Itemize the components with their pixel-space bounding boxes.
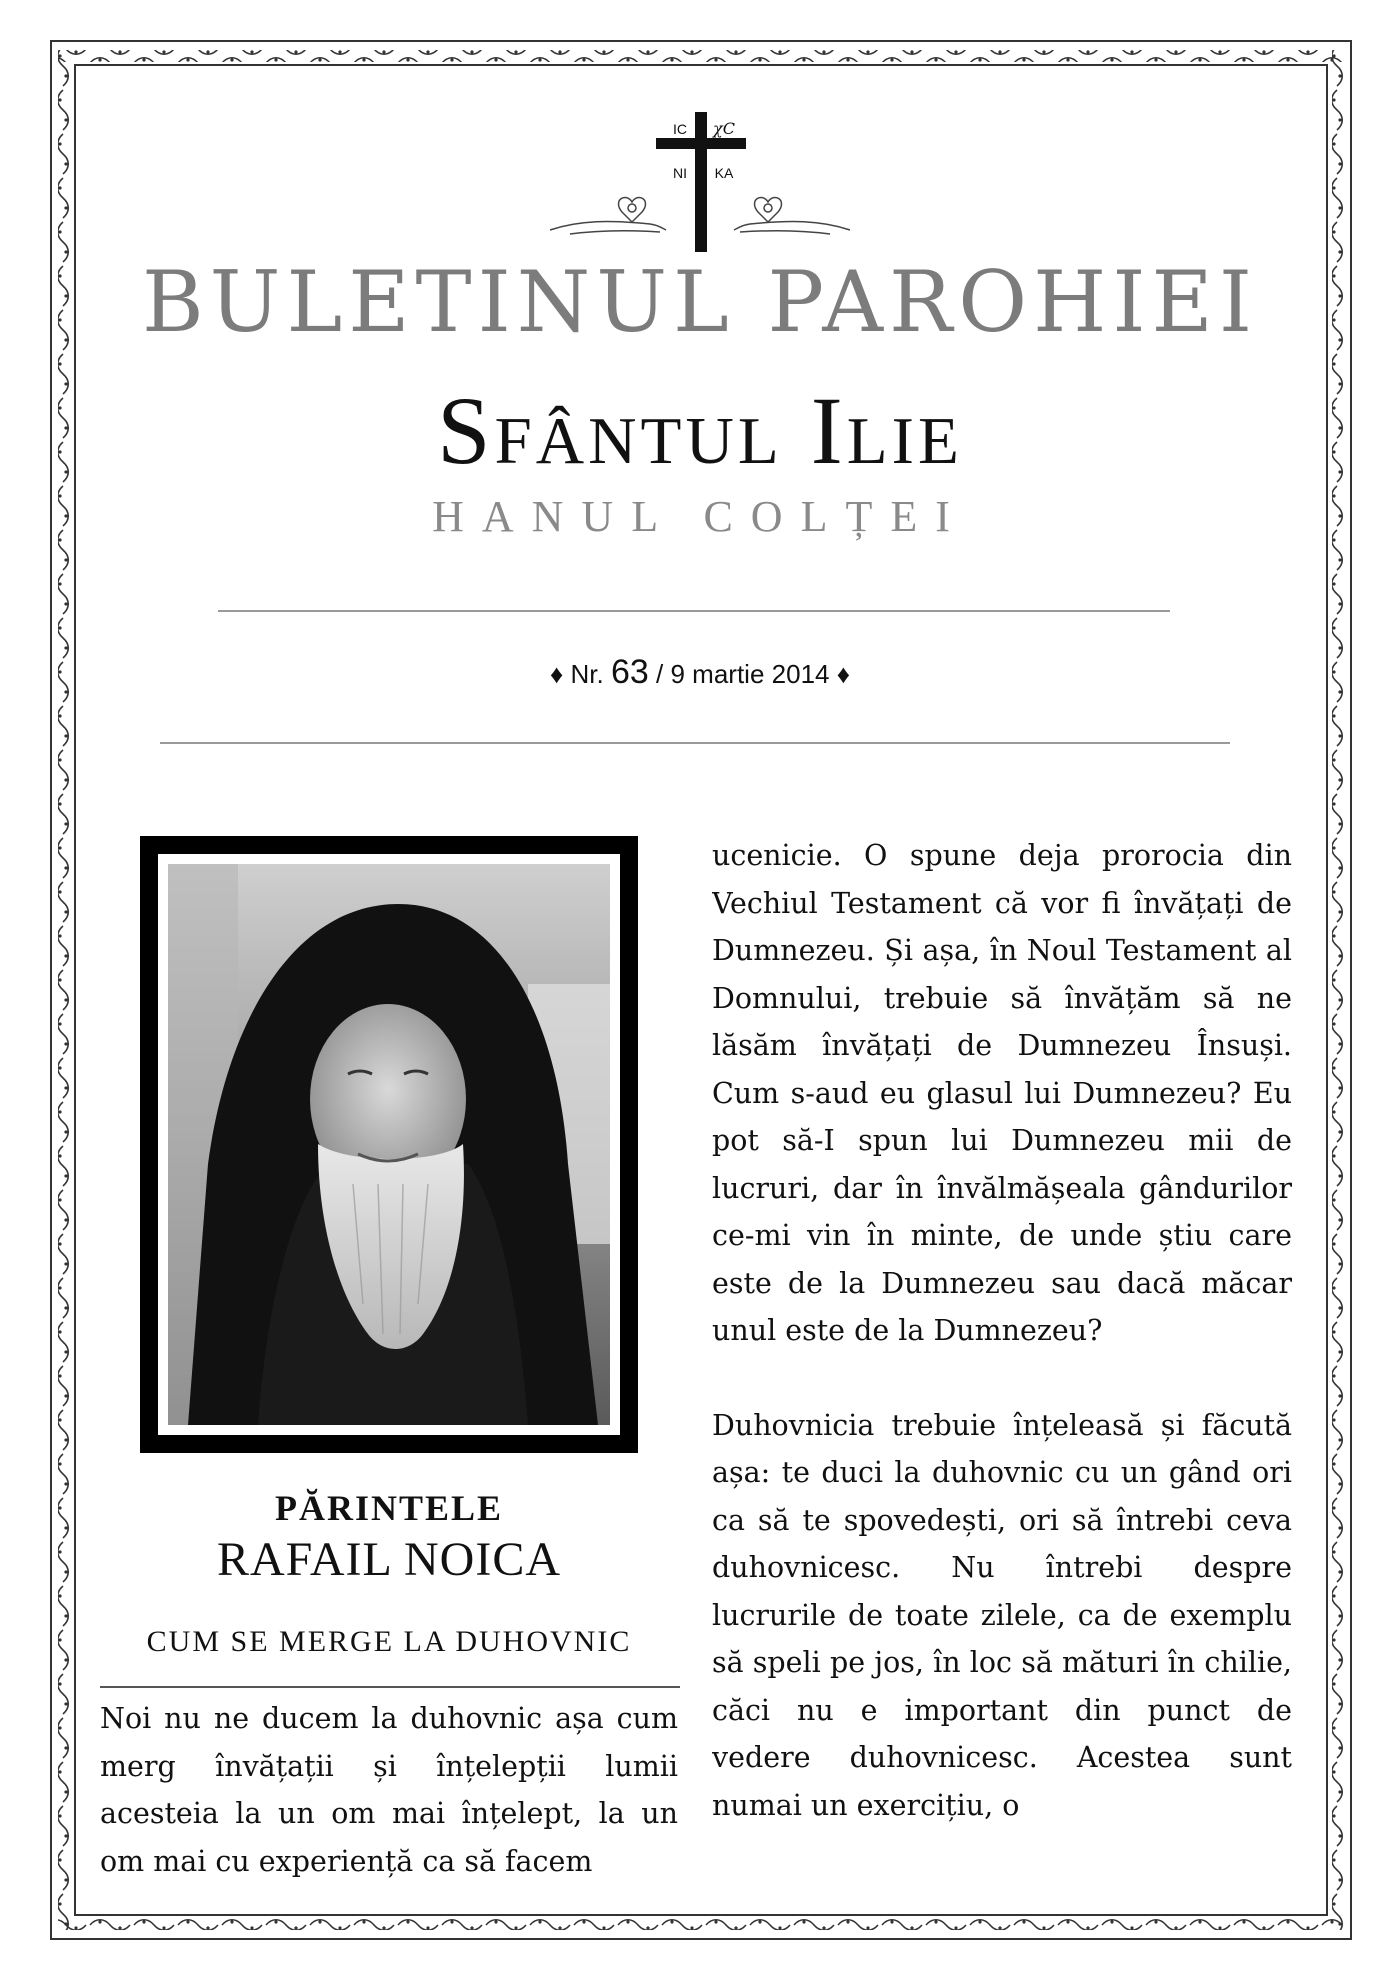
issue-info (90, 652, 1310, 694)
issue-prefix: Nr. (570, 659, 604, 689)
article-kicker: PĂRINTELE (274, 1488, 504, 1528)
article-heading: CUM SE MERGE LA DUHOVNIC (146, 1625, 632, 1658)
heading-divider (100, 1686, 680, 1688)
issue-separator: / (656, 659, 664, 689)
ornament-xc-text: χC (713, 119, 735, 138)
divider-top (218, 610, 1170, 612)
portrait-photo (168, 864, 610, 1425)
masthead-location: HANUL COLȚEI (432, 492, 968, 541)
ornament-ic-text: IC (673, 121, 687, 137)
ornament-ni-text: NI (673, 165, 687, 181)
right-paragraph-1: ucenicie. O spune deja prorocia din Vechiul Testament că vor fi învățați de Dumnezeu. Și așa, în Noul Testament al Domnului, trebuie să învățăm să ne lăsăm învățați de Dumnezeu Însuși. Cum s-aud eu glasul lui Dumnezeu? Eu pot să-I spun lui Dumnezeu mii de lucruri, dar în învălmășeala gândurilor ce-mi vin în minte, de unde știu care este de la Dumnezeu sau dacă măcar unul este de la Dumnezeu? (712, 839, 1292, 1347)
right-paragraph-2: Duhovnicia trebuie înțeleasă și făcută așa: te duci la duhovnic cu un gând ori ca să te spovedești, ori să întrebi ceva duhovnicesc. Nu întrebi despre lucrurile de toate zilele, ca de exemplu să speli pe jos, în loc să mături în chilie, căci nu e important din punct de vedere duhovnicesc. Acestea sunt numai un exercițiu, o (712, 1408, 1292, 1822)
left-column (100, 1695, 678, 1885)
cross-icon (540, 112, 860, 252)
issue-number: 63 (610, 653, 649, 691)
right-column (712, 832, 1292, 1892)
portrait-frame (140, 836, 638, 1453)
diamond-right-icon: ♦ (836, 659, 850, 689)
article-author: RAFAIL NOICA (217, 1533, 561, 1586)
masthead-subtitle: Sfântul Ilie (437, 377, 963, 484)
divider-bottom (160, 742, 1230, 744)
left-paragraph: Noi nu ne ducem la duhovnic așa cum merg învățații și înțelepții lumii acesteia la un om mai înțelept, la un om mai cu experiență ca să facem (100, 1702, 678, 1878)
diamond-left-icon: ♦ (549, 659, 564, 689)
issue-date: 9 martie 2014 (670, 659, 830, 689)
masthead-title: BULETINUL PAROHIEI (141, 253, 1259, 351)
ornament-ka-text: KA (714, 165, 734, 181)
